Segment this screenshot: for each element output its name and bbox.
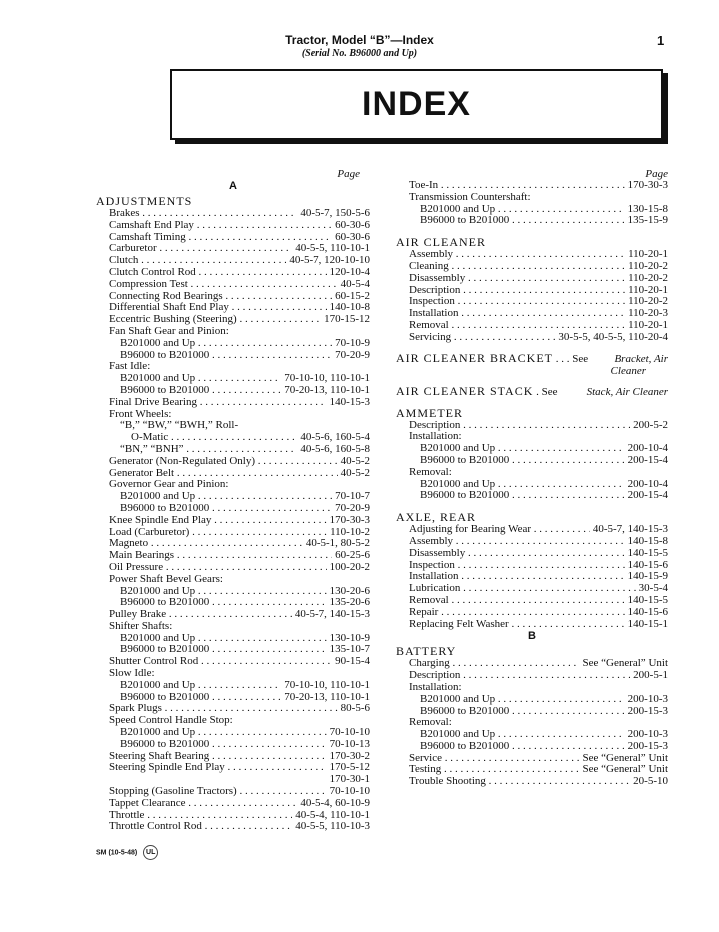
index-entry-page: 30-5-5, 40-5-5, 110-20-4	[558, 330, 668, 343]
index-entry	[96, 208, 370, 220]
index-entry-page: 70-20-9	[335, 348, 370, 361]
index-entry-label: Brakes . . .	[109, 208, 297, 220]
index-entry-label: B201000 and Up . . .	[120, 373, 281, 385]
index-entry-label: B96000 to B201000 . . .	[120, 692, 281, 704]
index-entry-page: 70-20-13, 110-10-1	[284, 690, 370, 703]
index-entry-page: 70-10-9	[335, 336, 370, 349]
index-entry-label: O-Matic . . .	[131, 432, 297, 444]
index-entry	[96, 821, 370, 833]
index-entry	[96, 762, 370, 774]
index-entry-page: 70-10-10, 110-10-1	[284, 372, 370, 385]
header-subtitle: (Serial No. B96000 and Up)	[301, 48, 418, 59]
index-entry-label: Governor Gear and Pinion:	[109, 479, 229, 491]
index-entry	[96, 562, 370, 574]
index-entry-page: 40-5-2	[340, 466, 370, 479]
page-number: 1	[657, 33, 665, 48]
index-entry-page: 30-5-4	[638, 582, 668, 595]
index-entry	[396, 180, 668, 192]
index-entry-page: 40-5-6, 160-5-8	[300, 442, 370, 455]
index-entry-label: Assembly . . .	[409, 536, 625, 548]
index-entry-page: 170-5-12	[329, 761, 370, 774]
index-entry	[96, 255, 370, 267]
index-entry-label: Throttle Control Rod . . .	[109, 821, 292, 833]
index-entry-label: B96000 to B201000 . . .	[120, 385, 281, 397]
index-entry	[96, 798, 370, 810]
index-entry-label: Speed Control Handle Stop:	[109, 715, 233, 727]
index-entry-page: 70-10-10	[329, 785, 370, 798]
page-column-label: Page	[337, 168, 360, 180]
index-entry	[96, 479, 370, 491]
index-entry-page: 60-25-6	[335, 549, 370, 562]
index-entry-label: B201000 and Up . . .	[420, 443, 625, 455]
index-entry-label: Slow Idle:	[109, 668, 155, 680]
index-entry	[96, 397, 370, 409]
axle-list	[396, 524, 668, 630]
index-entry-label: B96000 to B201000 . . .	[420, 215, 625, 227]
index-entry	[396, 548, 668, 560]
index-entry-label: Eccentric Bushing (Steering) . . .	[109, 314, 321, 326]
index-entry-label: B201000 and Up . . .	[120, 491, 332, 503]
index-banner-text: INDEX	[362, 85, 471, 123]
index-entry-page: 200-15-3	[627, 739, 668, 752]
right-column	[396, 168, 668, 788]
index-entry	[96, 515, 370, 527]
index-entry-label: Front Wheels:	[109, 408, 172, 420]
index-entry-label: Disassembly . . .	[409, 548, 625, 560]
index-entry-label: “BN,” “BNH” . . .	[120, 444, 297, 456]
header-title: Tractor, Model “B”—Index	[285, 33, 434, 47]
index-entry	[96, 644, 370, 656]
index-entry-label: Assembly . . .	[409, 249, 625, 261]
index-entry-label: Removal . . .	[409, 595, 625, 607]
index-entry-page: 200-15-4	[627, 453, 668, 466]
index-entry-page: 40-5-6, 160-5-4	[300, 431, 370, 444]
index-entry-page: 140-15-8	[627, 534, 668, 547]
index-entry	[96, 739, 370, 751]
index-entry-page: 70-10-10, 110-10-1	[284, 678, 370, 691]
index-entry-page: 135-10-7	[329, 643, 370, 656]
union-label-seal-icon: UL	[143, 845, 158, 860]
adjustments-list	[96, 208, 370, 833]
index-entry	[96, 326, 370, 338]
index-entry	[96, 633, 370, 645]
index-entry-page: 200-15-3	[627, 704, 668, 717]
section-heading-ammeter: AMMETER	[396, 405, 463, 420]
index-entry-label: Magneto . . .	[109, 538, 303, 550]
index-entry-label: Main Bearings . . .	[109, 550, 332, 562]
index-entry-page: See “General” Unit	[582, 657, 668, 670]
index-entry-page: 20-5-10	[633, 775, 668, 788]
index-entry	[396, 490, 668, 502]
index-entry-page: 40-5-4, 60-10-9	[300, 796, 370, 809]
index-entry-page: 40-5-7, 150-5-6	[300, 207, 370, 219]
ammeter-list	[396, 420, 668, 503]
page-column-label: Page	[645, 168, 668, 180]
index-entry-page: See “General” Unit	[582, 751, 668, 764]
section-heading-adjustments: ADJUSTMENTS	[96, 194, 193, 208]
letter-heading-a: A	[229, 180, 237, 192]
bracket-ref-continued: Cleaner	[610, 364, 646, 377]
index-entry-page: 40-5-5, 110-10-1	[295, 242, 370, 255]
index-entry-label: Tappet Clearance . . .	[109, 798, 297, 810]
index-entry-page: 110-20-1	[628, 248, 668, 261]
index-entry-page: 130-15-8	[627, 202, 668, 215]
index-entry	[396, 192, 668, 204]
index-entry	[396, 706, 668, 718]
index-entry-label: Connecting Rod Bearings . . .	[109, 291, 332, 303]
index-entry	[96, 491, 370, 503]
index-entry-page: 170-30-2	[329, 749, 370, 762]
index-entry-label: B201000 and Up . . .	[120, 586, 327, 598]
index-entry-label: B96000 to B201000 . . .	[420, 706, 625, 718]
index-entry-label: B96000 to B201000 . . .	[120, 644, 327, 656]
index-entry	[396, 741, 668, 753]
index-entry-label: B96000 to B201000 . . .	[120, 739, 327, 751]
index-entry	[96, 656, 370, 668]
index-entry	[96, 703, 370, 715]
index-entry-label: Oil Pressure . . .	[109, 562, 327, 574]
index-entry-page: 40-5-4	[340, 277, 370, 290]
footer-code: SM (10-5-48)	[96, 849, 138, 857]
bracket-entry: AIR CLEANER BRACKET . . . See Bracket, Air	[396, 350, 668, 365]
index-entry-label: Toe-In . . .	[409, 180, 625, 192]
index-entry-label: “B,” “BW,” “BWH,” Roll-	[120, 420, 239, 432]
index-entry-page: 140-15-1	[627, 617, 668, 630]
index-entry-label: B96000 to B201000 . . .	[420, 741, 625, 753]
index-entry-page: 60-15-2	[335, 289, 370, 302]
index-entry-label: Installation . . .	[409, 308, 625, 320]
index-entry-page: 100-20-2	[329, 560, 370, 573]
index-entry-label: Trouble Shooting . . .	[409, 776, 630, 788]
index-entry-page: 70-10-13	[329, 737, 370, 750]
air-cleaner-list	[396, 249, 668, 343]
index-entry-label: Removal:	[409, 717, 452, 729]
index-entry-label: Knee Spindle End Play . . .	[109, 515, 327, 527]
index-entry-label: B201000 and Up . . .	[120, 338, 332, 350]
index-entry-label: Disassembly . . .	[409, 273, 625, 285]
index-entry-label: Adjusting for Bearing Wear . . .	[409, 524, 590, 536]
index-entry-page: 200-10-4	[627, 442, 668, 455]
index-banner	[170, 69, 663, 140]
section-heading-axle-rear: AXLE, REAR	[396, 510, 476, 525]
index-entry-label: B96000 to B201000 . . .	[120, 503, 332, 515]
index-entry-label: Carburetor . . .	[109, 243, 292, 255]
index-entry-label: Stopping (Gasoline Tractors) . . .	[109, 786, 327, 798]
index-entry-label: Description . . .	[409, 670, 630, 682]
section-heading-air-cleaner-stack: AIR CLEANER STACK	[396, 383, 534, 398]
index-entry	[396, 320, 668, 332]
index-entry-page: 200-15-4	[627, 489, 668, 502]
index-entry	[96, 503, 370, 515]
bracket-ref: Bracket, Air	[614, 352, 668, 365]
index-entry	[96, 621, 370, 633]
index-entry	[96, 338, 370, 350]
index-entry-page: 170-30-1	[329, 773, 370, 786]
index-entry-label: Shifter Shafts:	[109, 620, 173, 632]
index-entry	[96, 680, 370, 692]
index-entry-page: 135-15-9	[627, 214, 668, 227]
index-entry-page: 60-30-6	[335, 218, 370, 231]
index-entry	[96, 350, 370, 362]
index-entry-label: Final Drive Bearing . . .	[109, 397, 327, 409]
index-entry	[396, 607, 668, 619]
index-entry-page: 110-20-2	[628, 295, 668, 308]
index-entry-page: 200-10-4	[627, 477, 668, 490]
index-entry-label: Inspection . . .	[409, 560, 625, 572]
index-entry-label: Steering Spindle End Play . . .	[109, 762, 327, 774]
index-entry-label: Power Shaft Bevel Gears:	[109, 573, 223, 585]
index-entry	[96, 220, 370, 232]
index-entry-label: B96000 to B201000 . . .	[120, 350, 332, 362]
index-entry	[96, 385, 370, 397]
index-entry-label: Cleaning . . .	[409, 261, 625, 273]
footer	[96, 845, 158, 860]
index-entry-page: 40-5-7, 140-15-3	[592, 523, 668, 536]
left-column	[96, 168, 370, 833]
index-entry-page: 70-10-10	[329, 726, 370, 739]
index-entry-label: Servicing . . .	[409, 332, 555, 344]
index-entry-page: 70-20-9	[335, 501, 370, 514]
index-entry-label: Shutter Control Rod . . .	[109, 656, 332, 668]
index-entry	[96, 692, 370, 704]
index-entry-page: 140-15-6	[627, 605, 668, 618]
index-entry	[96, 444, 370, 456]
index-entry-label: B201000 and Up . . .	[420, 479, 625, 491]
index-entry-label: Installation:	[409, 681, 462, 693]
index-entry-label: Service . . .	[409, 753, 579, 765]
index-entry-page: 40-5-7, 140-15-3	[294, 608, 370, 621]
index-entry	[96, 267, 370, 279]
stack-ref: Stack, Air Cleaner	[586, 385, 668, 398]
index-entry-label: B201000 and Up . . .	[420, 204, 625, 216]
index-entry-page: 110-10-2	[330, 525, 370, 538]
index-entry-label: Generator (Non-Regulated Only) . . .	[109, 456, 338, 468]
index-entry-page: 140-15-9	[627, 570, 668, 583]
index-entry-page: 90-15-4	[335, 655, 370, 668]
index-entry	[96, 409, 370, 421]
index-entry	[396, 536, 668, 548]
index-entry	[396, 595, 668, 607]
index-entry-label: Clutch . . .	[109, 255, 286, 267]
index-entry-label: Differential Shaft End Play . . .	[109, 302, 327, 314]
index-entry	[96, 456, 370, 468]
index-entry-label: Testing . . .	[409, 764, 579, 776]
index-entry-page: 200-10-3	[627, 692, 668, 705]
index-entry-page: 200-10-3	[627, 728, 668, 741]
index-entry-label: Load (Carburetor) . . .	[109, 527, 327, 539]
index-entry	[96, 538, 370, 550]
index-entry-label: Inspection . . .	[409, 296, 625, 308]
index-entry	[96, 279, 370, 291]
index-entry-label: Description . . .	[409, 285, 625, 297]
index-entry	[96, 751, 370, 763]
index-entry-page: 110-20-1	[628, 318, 668, 331]
index-entry-page: 200-5-2	[633, 418, 668, 431]
section-heading-air-cleaner: AIR CLEANER	[396, 235, 486, 250]
battery-list	[396, 658, 668, 788]
index-entry-label: B201000 and Up . . .	[120, 727, 327, 739]
index-entry	[96, 727, 370, 739]
index-entry-label: Repair . . .	[409, 607, 625, 619]
index-entry-label: B96000 to B201000 . . .	[420, 490, 625, 502]
index-entry-label: Clutch Control Rod . . .	[109, 267, 327, 279]
index-entry	[396, 619, 668, 631]
index-entry	[396, 420, 668, 432]
index-entry	[96, 550, 370, 562]
index-entry-label: Fast Idle:	[109, 361, 151, 373]
stack-entry: AIR CLEANER STACK . See Stack, Air Cleaner	[396, 383, 668, 398]
index-entry-page: 70-20-13, 110-10-1	[284, 383, 370, 396]
index-entry-label: Charging . . .	[409, 658, 579, 670]
index-entry	[396, 467, 668, 479]
index-entry	[396, 694, 668, 706]
index-entry-label: B201000 and Up . . .	[420, 694, 625, 706]
index-entry-page: 170-30-3	[329, 513, 370, 526]
index-entry-label: Throttle . . .	[109, 810, 292, 822]
letter-heading-b: B	[528, 630, 536, 643]
index-entry-page: 40-5-2	[340, 454, 370, 467]
index-entry-page: 135-20-6	[329, 596, 370, 609]
index-entry-page: 110-20-2	[628, 271, 668, 284]
index-entry	[396, 332, 668, 344]
section-heading-air-cleaner-bracket: AIR CLEANER BRACKET	[396, 350, 553, 365]
index-entry	[396, 261, 668, 273]
index-entry-page: 200-5-1	[633, 669, 668, 682]
index-entry-page: 110-20-1	[628, 283, 668, 296]
index-entry	[96, 715, 370, 727]
index-entry-label: Removal . . .	[409, 320, 625, 332]
index-entry-label: Lubrication . . .	[409, 583, 636, 595]
index-entry-page: 140-15-5	[627, 593, 668, 606]
index-entry-label: Transmission Countershaft:	[409, 191, 531, 203]
index-entry-page: 140-15-3	[329, 395, 370, 408]
index-entry	[396, 658, 668, 670]
index-entry-label: Description . . .	[409, 420, 630, 432]
index-entry-page: 130-10-9	[329, 631, 370, 644]
index-entry	[96, 314, 370, 326]
index-entry-label: Pulley Brake . . .	[109, 609, 292, 621]
index-entry-page: 170-15-12	[324, 313, 370, 326]
index-entry-page: 110-20-3	[628, 307, 668, 320]
index-entry-label: Installation . . .	[409, 571, 625, 583]
index-entry	[396, 455, 668, 467]
index-entry-page: 80-5-6	[340, 702, 370, 715]
index-entry-label: Removal:	[409, 466, 452, 478]
index-entry	[96, 609, 370, 621]
index-entry-label: B96000 to B201000 . . .	[120, 597, 327, 609]
index-entry-label: Camshaft Timing . . .	[109, 232, 332, 244]
index-entry	[96, 468, 370, 480]
index-entry-page: 120-10-4	[329, 265, 370, 278]
index-entry-page: 40-5-1, 80-5-2	[305, 537, 370, 550]
index-entry-page: 70-10-7	[335, 490, 370, 503]
index-entry-page: 110-20-2	[628, 259, 668, 272]
index-entry	[396, 682, 668, 694]
index-entry	[396, 764, 668, 776]
index-entry-label: B201000 and Up . . .	[120, 680, 281, 692]
index-entry	[396, 215, 668, 227]
index-entry	[396, 571, 668, 583]
index-entry-page: 140-10-8	[329, 301, 370, 314]
index-entry-page: 140-15-5	[627, 546, 668, 559]
index-entry-page: 40-5-5, 110-10-3	[295, 820, 370, 833]
index-entry-label: B201000 and Up . . .	[120, 633, 327, 645]
index-entry	[396, 273, 668, 285]
adjustments-continued-list	[396, 180, 668, 227]
index-entry-label: B201000 and Up . . .	[420, 729, 625, 741]
index-entry-label: B96000 to B201000 . . .	[420, 455, 625, 467]
see-text: See	[541, 385, 558, 398]
index-entry-page: 130-20-6	[329, 584, 370, 597]
index-entry-page: 140-15-6	[627, 558, 668, 571]
index-entry-label: Installation:	[409, 431, 462, 443]
index-entry-page: See “General” Unit	[582, 763, 668, 776]
index-entry	[96, 574, 370, 586]
index-entry	[96, 586, 370, 598]
index-entry-page: 40-5-7, 120-10-10	[289, 254, 370, 267]
index-entry	[96, 291, 370, 303]
index-entry-label: Spark Plugs . . .	[109, 703, 338, 715]
section-heading-battery: BATTERY	[396, 644, 457, 659]
index-entry-page: 60-30-6	[335, 230, 370, 243]
index-entry	[396, 670, 668, 682]
index-entry-label: Steering Shaft Bearing . . .	[109, 751, 327, 763]
index-entry	[396, 776, 668, 788]
index-entry-label: Fan Shaft Gear and Pinion:	[109, 325, 229, 337]
index-entry-label: Generator Belt . . .	[109, 468, 338, 480]
index-entry-label: Camshaft End Play . . .	[109, 220, 332, 232]
see-text: See	[572, 352, 589, 365]
index-entry-label: Compression Test . . .	[109, 279, 338, 291]
index-entry-label: Replacing Felt Washer . . .	[409, 619, 625, 631]
index-entry-page: 40-5-4, 110-10-1	[295, 808, 370, 821]
index-entry-page: 170-30-3	[627, 179, 668, 191]
